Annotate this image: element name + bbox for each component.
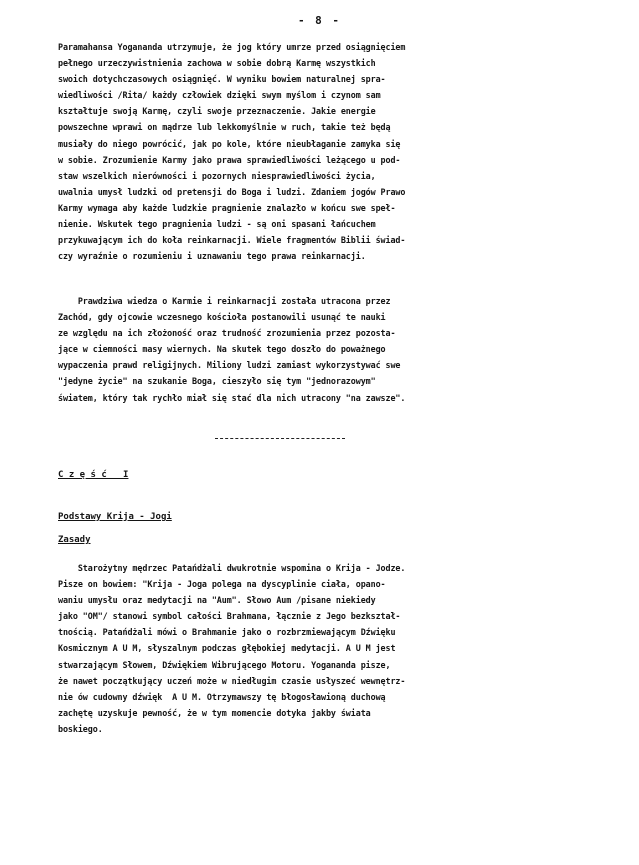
paragraph-line: pełnego urzeczywistnienia zachowa w sobie dobrą Karmę wszystkich bbox=[58, 58, 376, 69]
paragraph-line: wypaczenia prawd religijnych. Miliony ludzi zamiast wykorzystywać swe bbox=[58, 360, 401, 371]
paragraph-line: boskiego. bbox=[58, 723, 103, 734]
paragraph-line: nie ów cudowny dźwięk A U M. Otrzymawszy tę błogosławioną duchową bbox=[58, 691, 386, 702]
paragraph-line: Starożytny mędrzec Patańdżali dwukrotnie wspomina o Krija - Jodze. bbox=[58, 563, 406, 573]
paragraph-line: wiedliwości /Rita/ każdy człowiek dzięki swym myślom i czynom sam bbox=[58, 90, 381, 101]
paragraph-line: jako "OM"/ stanowi symbol całości Brahmana, łącznie z Jego bezkształ- bbox=[58, 611, 401, 622]
subsubsection-title: Zasady bbox=[58, 535, 91, 545]
paragraph-line: stwarzającym Słowem, Dźwiękiem Wibrującego Motoru. Yogananda pisze, bbox=[58, 659, 391, 670]
paragraph-line: uwalnia umysł ludzki od pretensji do Boga i ludzi. Zdaniem jogów Prawo bbox=[58, 186, 406, 197]
paragraph-line: powszechne wprawi on mądrze lub lekkomyślnie w ruch, takie też będą bbox=[58, 122, 391, 133]
paragraph-line: Karmy wymaga aby każde ludzkie pragnienie znalazło w końcu swe speł- bbox=[58, 202, 396, 213]
paragraph-line: czy wyraźnie o rozumieniu i uznawaniu tego prawa reinkarnacji. bbox=[58, 251, 366, 262]
paragraph-line: nienie. Wskutek tego pragnienia ludzi - są oni spasani łańcuchem bbox=[58, 219, 376, 230]
paragraph-line: tnością. Patańdżali mówi o Brahmanie jako o rozbrzmiewającym Dźwięku bbox=[58, 627, 396, 638]
third-paragraph bbox=[58, 560, 558, 737]
subsection-title: Podstawy Krija - Jogi bbox=[58, 512, 172, 522]
paragraph-line: zachętę uzyskuje pewność, że w tym momencie dotyka jakby świata bbox=[58, 707, 371, 718]
paragraph-line: przykuwającym ich do koła reinkarnacji. Wiele fragmentów Biblii świad- bbox=[58, 235, 406, 246]
section-divider bbox=[215, 438, 345, 439]
paragraph-line: kształtuje swoją Karmę, czyli swoje przeznaczenie. Jakie energie bbox=[58, 106, 376, 117]
paragraph-line: staw wszelkich nierówności i pozornych niesprawiedliwości życia, bbox=[58, 170, 376, 181]
second-paragraph bbox=[58, 293, 558, 406]
paragraph-line: Kosmicznym A U M, słyszalnym podczas głębokiej medytacji. A U M jest bbox=[58, 643, 396, 654]
paragraph-line: Paramahansa Yogananda utrzymuje, że jog który umrze przed osiągnięciem bbox=[58, 42, 406, 52]
page-number: - 8 - bbox=[297, 14, 342, 27]
intro-paragraph bbox=[58, 39, 558, 264]
paragraph-line: ze względu na ich złożoność oraz trudność zrozumienia przez pozosta- bbox=[58, 328, 396, 339]
paragraph-line: musiały do niego powrócić, jak po kole, które nieubłaganie zamyka się bbox=[58, 138, 401, 149]
paragraph-line: Pisze on bowiem: "Krija - Joga polega na dyscyplinie ciała, opano- bbox=[58, 579, 386, 590]
paragraph-line: swoich dotychczasowych osiągnięć. W wyniku bowiem naturalnej spra- bbox=[58, 74, 386, 85]
paragraph-line: światem, który tak rychło miał się stać dla nich utracony "na zawsze". bbox=[58, 392, 406, 403]
section-title: C z ę ś ć I bbox=[58, 470, 129, 480]
paragraph-line: że nawet początkujący uczeń może w niedługim czasie usłyszeć wewnętrz- bbox=[58, 675, 406, 686]
paragraph-line: Zachód, gdy ojcowie wczesnego kościoła postanowili usunąć te nauki bbox=[58, 312, 386, 323]
paragraph-line: Prawdziwa wiedza o Karmie i reinkarnacji została utracona przez bbox=[58, 296, 391, 306]
paragraph-line: w sobie. Zrozumienie Karmy jako prawa sprawiedliwości leżącego u pod- bbox=[58, 154, 401, 165]
paragraph-line: waniu umysłu oraz medytacji na "Aum". Słowo Aum /pisane niekiedy bbox=[58, 595, 376, 606]
paragraph-line: jące w ciemności masy wiernych. Na skutek tego doszło do poważnego bbox=[58, 344, 386, 355]
paragraph-line: "jedyne życie" na szukanie Boga, cieszyło się tym "jednorazowym" bbox=[58, 376, 376, 387]
